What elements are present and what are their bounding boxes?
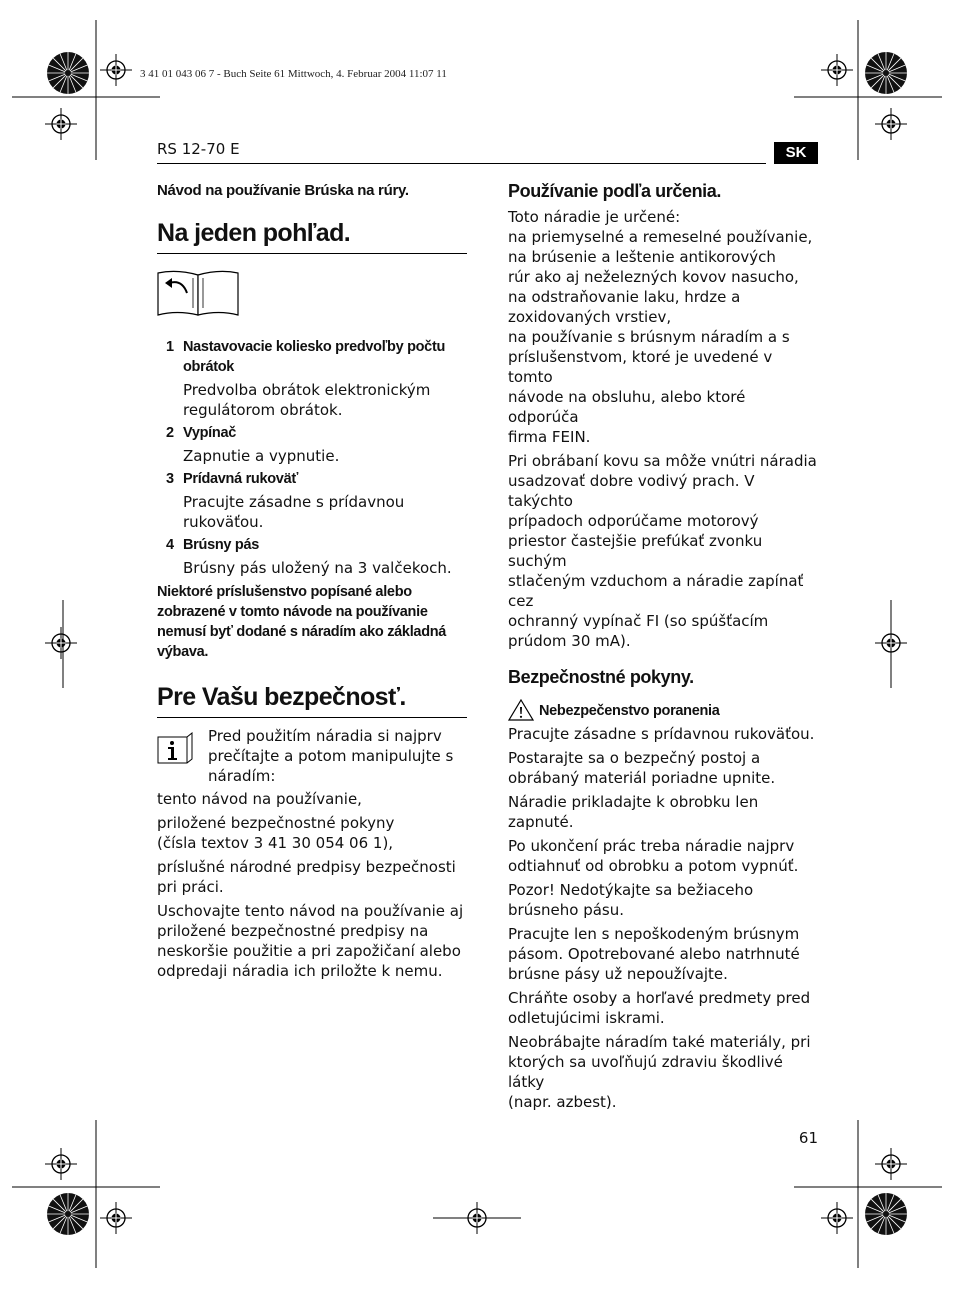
manual-title: Návod na používanie Brúska na rúry. xyxy=(157,182,409,199)
header-rule xyxy=(157,163,766,164)
list-item xyxy=(157,535,467,578)
item-title: Prídavná rukoväť xyxy=(183,471,298,487)
page-number: 61 xyxy=(798,1129,818,1147)
warning-title: Nebezpečenstvo poranenia xyxy=(539,703,720,719)
paragraph: Pracujte len s nepoškodeným brúsnym pásom. Opotrebované alebo natrhnuté brúsne pásy už nepoužívajte. xyxy=(508,925,800,983)
intended-use-text: Toto náradie je určené: na priemyselné a remeselné používanie, na brúsenie a leštenie antikorových rúr ako aj neželezných kovov nasucho, na odstraňovanie laku, hrdze a zoxidovaných vrstiev, na používanie s brúsnym náradím a s príslušenstvom, ktoré je uvedené v tomto návode na obsluhu, alebo ktoré odporúča firma FEIN. xyxy=(508,208,813,446)
accessories-note: Niektoré príslušenstvo popísané alebo zobrazené v tomto návode na používanie nemusí byť dodané s náradím ako základná výbava. xyxy=(157,584,447,660)
open-book-icon xyxy=(157,265,241,317)
item-title: Nastavovacie koliesko predvoľby počtu obrátok xyxy=(183,339,446,375)
paragraph: tento návod na používanie, xyxy=(157,790,362,808)
item-description: Zapnutie a vypnutie. xyxy=(183,447,340,465)
overview-rule xyxy=(157,253,467,254)
item-number: 3 xyxy=(166,471,174,487)
paragraph: Uschovajte tento návod na používanie aj priložené bezpečnostné predpisy na neskoršie použitie a pri zapožičaní alebo odpredaji náradia ich priložte k nemu. xyxy=(157,902,464,980)
safety-rule xyxy=(157,717,467,718)
parts-list xyxy=(157,337,467,578)
right-column xyxy=(508,180,820,1112)
item-title: Vypínač xyxy=(183,425,236,441)
paragraph: Postarajte sa o bezpečný postoj a obrábaný materiál poriadne upnite. xyxy=(508,749,776,787)
warning-line xyxy=(508,699,820,721)
paragraph: Neobrábajte náradím také materiály, pri ktorých sa uvoľňujú zdraviu škodlivé látky (napr. azbest). xyxy=(508,1033,811,1111)
paragraph: Po ukončení prác treba náradie najprv odtiahnuť od obrobku a potom vypnúť. xyxy=(508,837,799,875)
item-number: 1 xyxy=(166,339,174,355)
list-item xyxy=(157,423,467,466)
info-text: Pred použitím náradia si najprv prečítajte a potom manipulujte s náradím: xyxy=(208,727,454,785)
item-number: 2 xyxy=(166,425,174,441)
item-title: Brúsny pás xyxy=(183,537,259,553)
language-badge: SK xyxy=(774,142,818,164)
list-item xyxy=(157,469,467,532)
info-block xyxy=(157,726,467,786)
model-name: RS 12-70 E xyxy=(157,140,240,158)
paragraph: Pracujte zásadne s prídavnou rukoväťou. xyxy=(508,725,815,743)
paragraph: Náradie prikladajte k obrobku len zapnuté. xyxy=(508,793,759,831)
intended-use-heading: Používanie podľa určenia. xyxy=(508,181,721,201)
overview-heading: Na jeden pohľad. xyxy=(157,219,351,247)
paragraph: príslušné národné predpisy bezpečnosti pri práci. xyxy=(157,858,456,896)
metal-dust-text: Pri obrábaní kovu sa môže vnútri náradia usadzovať dobre vodivý prach. V takýchto prípadoch odporúčame motorový priestor častejšie prefúkať zvonku suchým stlačeným vzduchom a náradie zapínať cez ochranný vypínač FI (so spúšťacím prúdom 30 mA). xyxy=(508,452,817,650)
left-column xyxy=(157,181,467,981)
warning-triangle-icon xyxy=(508,699,534,721)
item-description: Brúsny pás uložený na 3 valčekoch. xyxy=(183,559,452,577)
safety-heading: Pre Vašu bezpečnosť. xyxy=(157,683,406,711)
paragraph: Pozor! Nedotýkajte sa bežiaceho brúsneho pásu. xyxy=(508,881,754,919)
print-header: 3 41 01 043 06 7 - Buch Seite 61 Mittwoch, 4. Februar 2004 11:07 11 xyxy=(140,68,447,80)
info-icon xyxy=(157,732,193,764)
paragraph: Chráňte osoby a horľavé predmety pred odletujúcimi iskrami. xyxy=(508,989,811,1027)
paragraph: priložené bezpečnostné pokyny (čísla textov 3 41 30 054 06 1), xyxy=(157,814,395,852)
item-description: Pracujte zásadne s prídavnou rukoväťou. xyxy=(183,493,405,531)
item-number: 4 xyxy=(166,537,174,553)
safety-instructions-heading: Bezpečnostné pokyny. xyxy=(508,667,694,687)
item-description: Predvolba obrátok elektronickým regulátorom obrátok. xyxy=(183,381,431,419)
list-item xyxy=(157,337,467,420)
